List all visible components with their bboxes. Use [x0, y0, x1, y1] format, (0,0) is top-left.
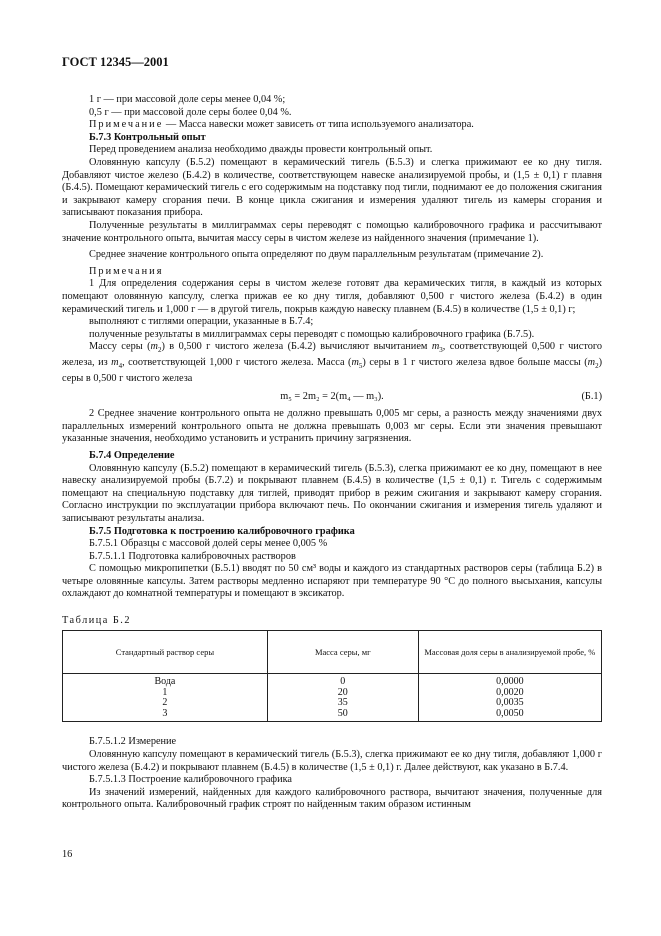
- s73-paragraph-3: Полученные результаты в миллиграммах серы переводят с помощью калибровочного графика и рассчитывают значение контрольного опыта, вычитая массу серы в чистом железе из найденного значения (примечание 1).: [62, 219, 602, 244]
- table-cell: 1: [63, 688, 268, 699]
- table-cell: 0,0000: [418, 674, 601, 688]
- s7512-paragraph: Оловянную капсулу помещают в керамический тигель (Б.5.3), слегка прижимают ее ко дну тигля, добавляют 1,000 г чистого железа (Б.4.2) и покрывают плавнем (Б.4.5) в количестве (1,5 ± 0,1) г. Далее действуют, как указано в Б.7.4.: [62, 749, 602, 773]
- note-1-paragraph-3: полученные результаты в миллиграммах серы переводят с помощью калибровочного графика (Б.7.5).: [89, 328, 535, 340]
- table-cell: 2: [63, 698, 268, 709]
- table-caption: Таблица Б.2: [62, 615, 132, 627]
- table-row: [63, 709, 602, 722]
- table-cell: Вода: [63, 674, 268, 688]
- notes-label: Примечания: [89, 265, 164, 277]
- note-1-paragraph-4: Массу серы $(m_2)$ в 0,500 г чистого железа (Б.4.2) вычисляют вычитанием $m_3$, соответствующей 0,500 г чистого железа, из $m_4$, соответствующей 1,000 г чистого железа. Масса $(m_5)$ серы в 1 г чистого железа вдвое больше массы $(m_2)$ серы в 0,500 г чистого железа: [62, 341, 603, 384]
- table-header-row: [63, 631, 602, 674]
- text-line-1: 1 г — при массовой доле серы менее 0,04 %;: [89, 94, 286, 105]
- table-cell: 0,0050: [418, 709, 601, 722]
- formula-text: m₅ = 2m₂ = 2(m₄ — m₃).: [280, 391, 384, 403]
- section-b73-title: Б.7.3 Контрольный опыт: [89, 131, 206, 143]
- s73-paragraph-2: Оловянную капсулу (Б.5.2) помещают в керамический тигель (Б.5.3) и слегка прижимают ее ко дну тигля. Добавляют чистое железо (Б.4.2) в количестве, соответствующем навеске анализируемой пробы, и (1,5 ± 0,1) г плавня (Б.4.5). Помещают керамический тигель с его содержимым на подставку под тигли, поднимают ее до положения сжигания и закрывают камеру сгорания печи. В конце цикла сжигания и измерения удаляют тигель из камеры сгорания и записывают показания прибора.: [62, 156, 602, 219]
- s7513-paragraph: Из значений измерений, найденных для каждого калибровочного раствора, вычитают значения, полученные для контрольного опыта. Калибровочный график строят по найденным таким образом истинным: [62, 786, 602, 811]
- s73-paragraph-1: Перед проведением анализа необходимо дважды провести контрольный опыт.: [89, 144, 433, 156]
- s73-paragraph-4: Среднее значение контрольного опыта определяют по двум параллельным результатам (примечание 2).: [89, 249, 544, 261]
- s751-title: Б.7.5.1 Образцы с массовой долей серы менее 0,005 %: [89, 538, 328, 550]
- note-1-paragraph-1: 1 Для определения содержания серы в чистом железе готовят два керамических тигля, в каждый из которых помещают оловянную капсулу, слегка прижав ее ко дну тигля, добавляют 0,500 г чистого железа (Б.4.2) в один керамический тигель и 1,000 г — в другой тигель, покрыв каждую навеску плавнем (Б.4.5) в количестве (1,5 ± 0,1) г;: [62, 278, 602, 315]
- table-cell: 0,0035: [418, 698, 601, 709]
- s7511-title: Б.7.5.1.1 Подготовка калибровочных растворов: [89, 550, 296, 562]
- section-b74-title: Б.7.4 Определение: [89, 449, 175, 461]
- note-line: [62, 119, 602, 132]
- formula-number: (Б.1): [581, 391, 602, 403]
- table-cell: 50: [267, 709, 418, 722]
- table-header-cell: Массовая доля серы в анализируемой пробе, %: [418, 631, 601, 674]
- table-cell: 0: [267, 674, 418, 688]
- document-header: ГОСТ 12345—2001: [62, 55, 169, 69]
- page-number: 16: [62, 849, 73, 860]
- note-1-paragraph-2: выполняют с тиглями операции, указанные в Б.7.4;: [89, 316, 314, 328]
- document-page: [62, 55, 602, 812]
- table-b2: [62, 630, 602, 722]
- section-b75-title: Б.7.5 Подготовка к построению калибровочного графика: [89, 525, 355, 537]
- s74-paragraph: Оловянную капсулу (Б.5.2) помещают в керамический тигель (Б.5.3), слегка прижимают ее ко дну, помещают в нее навеску анализируемой пробы (Б.7.2) и покрывают плавнем (Б.4.5) в количестве (1,5 ± 0,1) г. Тигель с содержимым помещают на специальную подставку для тиглей, приводят прибор в режим сжигания и закрывают камеру сгорания. Согласно инструкции по эксплуатации прибора включают печь. По окончании сжигания и измерения тигель удаляют и записывают результаты анализа.: [62, 462, 602, 524]
- table-cell: 3: [63, 709, 268, 722]
- text-line-2: 0,5 г — при массовой доле серы более 0,04 %.: [89, 106, 292, 118]
- table-header-cell: Масса серы, мг: [267, 631, 418, 674]
- note-2: 2 Среднее значение контрольного опыта не должно превышать 0,005 мг серы, а разность между значениями двух параллельных измерений контрольного опыта не должна превышать 0,003 мг серы. Если эти значения превышают указанные значения, необходимо установить и устранить причину загрязнения.: [62, 408, 602, 445]
- table-cell: 35: [267, 698, 418, 709]
- note-text: — Масса навески может зависеть от типа используемого анализатора.: [163, 119, 474, 131]
- table-row: [63, 674, 602, 688]
- s7511-paragraph: С помощью микропипетки (Б.5.1) вводят по 50 см³ воды и каждого из стандартных растворов серы (таблица Б.2) в четыре оловянные капсулы. Затем растворы медленно испаряют при температуре 90 °С до полного высыхания, капсулы охлаждают до комнатной температуры и помещают в эксикатор.: [62, 563, 602, 600]
- s7513-title: Б.7.5.1.3 Построение калибровочного графика: [89, 774, 293, 786]
- s7512-title: Б.7.5.1.2 Измерение: [89, 736, 177, 748]
- table-header-cell: Стандартный раствор серы: [63, 631, 268, 674]
- table-cell: 20: [267, 688, 418, 699]
- note-label: Примечание: [89, 119, 164, 131]
- formula-b1: [62, 391, 602, 402]
- table-cell: 0,0020: [418, 688, 601, 699]
